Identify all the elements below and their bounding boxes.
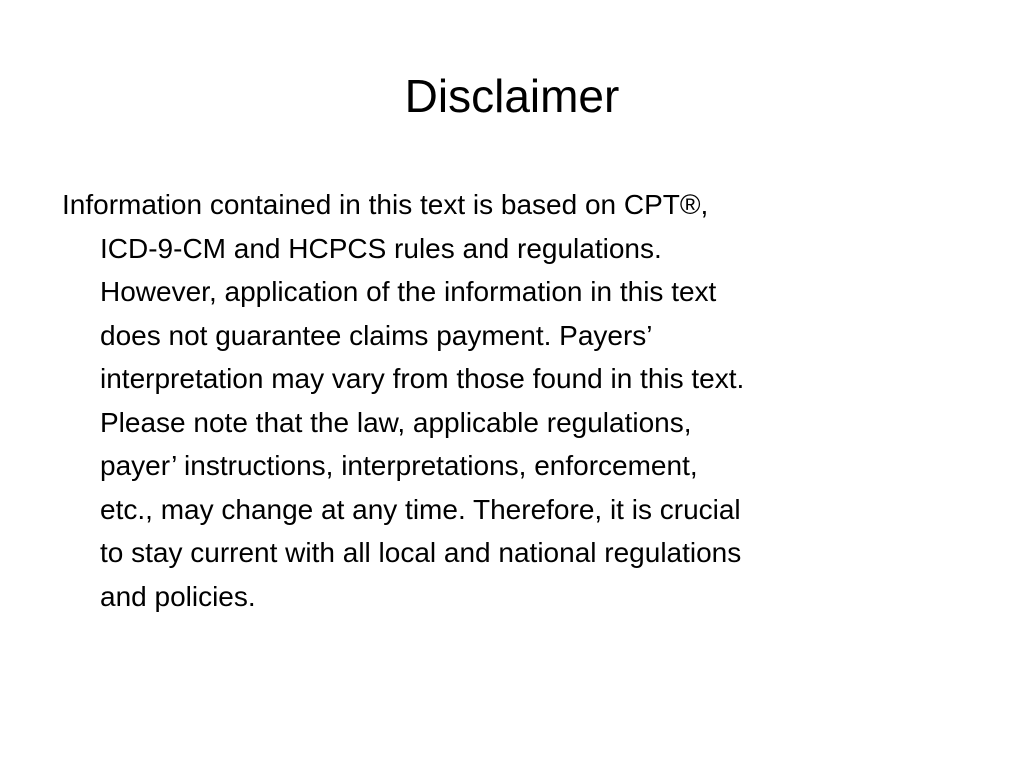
disclaimer-paragraph (62, 183, 972, 618)
paragraph-line: ICD-9-CM and HCPCS rules and regulations. (100, 232, 662, 264)
slide-title: Disclaimer (404, 70, 620, 122)
paragraph-line: Please note that the law, applicable regulations, (100, 406, 692, 438)
paragraph-line: However, application of the information in this text (100, 276, 717, 307)
paragraph-line: does not guarantee claims payment. Payers’ (100, 319, 653, 351)
paragraph-line: and policies. (100, 580, 256, 612)
paragraph-line: to stay current with all local and national regulations (100, 537, 742, 568)
paragraph-line: Information contained in this text is based on CPT®, (62, 189, 709, 220)
paragraph-line: etc., may change at any time. Therefore, it is crucial (100, 493, 741, 525)
paragraph-line: interpretation may vary from those found in this text. (100, 363, 745, 394)
paragraph-line: payer’ instructions, interpretations, enforcement, (100, 450, 698, 481)
